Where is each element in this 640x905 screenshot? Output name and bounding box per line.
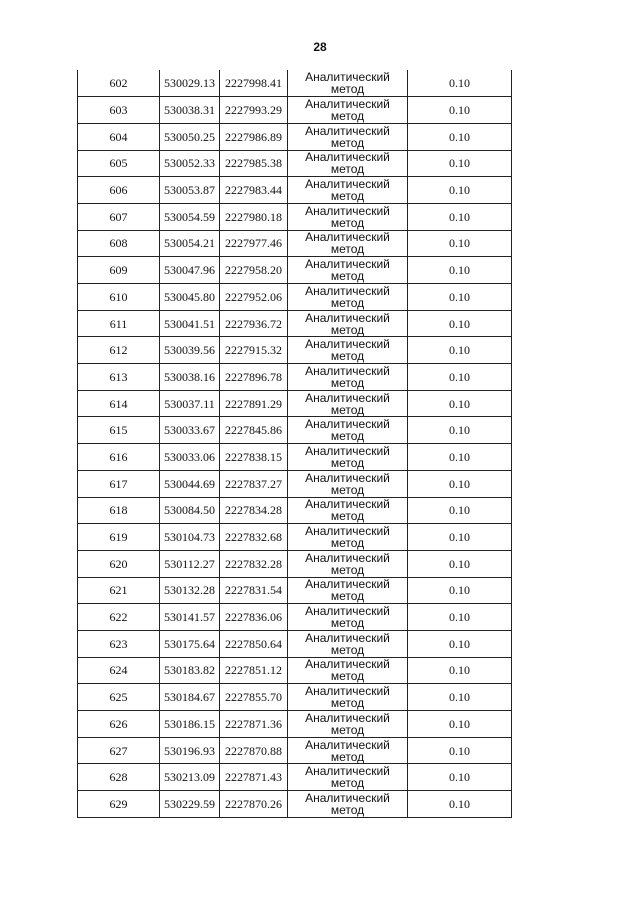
method-text-line1: Аналитический <box>305 257 390 272</box>
accuracy-cell: 0.10 <box>408 604 512 631</box>
table-row <box>78 497 512 524</box>
point-number-cell: 611 <box>78 310 160 337</box>
method-text-line2: метод <box>330 562 365 577</box>
x-coordinate-cell: 530037.11 <box>160 390 220 417</box>
accuracy-cell: 0.10 <box>408 711 512 738</box>
x-coordinate-cell: 530184.67 <box>160 684 220 711</box>
accuracy-cell: 0.10 <box>408 97 512 124</box>
point-number-cell: 607 <box>78 203 160 230</box>
x-coordinate-cell: 530029.13 <box>160 70 220 97</box>
table-row <box>78 470 512 497</box>
x-coordinate-cell: 530053.87 <box>160 177 220 204</box>
table-row <box>78 417 512 444</box>
point-number-cell: 626 <box>78 711 160 738</box>
accuracy-cell: 0.10 <box>408 550 512 577</box>
method-cell <box>288 550 408 577</box>
coordinates-table-body <box>78 70 512 817</box>
y-coordinate-cell: 2227985.38 <box>220 150 288 177</box>
table-row <box>78 337 512 364</box>
point-number-cell: 615 <box>78 417 160 444</box>
method-text-line1: Аналитический <box>305 230 390 245</box>
method-cell <box>288 444 408 471</box>
method-text-line2: метод <box>330 162 365 177</box>
accuracy-cell: 0.10 <box>408 257 512 284</box>
accuracy-cell: 0.10 <box>408 791 512 818</box>
method-cell <box>288 150 408 177</box>
point-number-cell: 628 <box>78 764 160 791</box>
x-coordinate-cell: 530054.59 <box>160 203 220 230</box>
method-text-line2: метод <box>330 322 365 337</box>
y-coordinate-cell: 2227845.86 <box>220 417 288 444</box>
method-cell <box>288 97 408 124</box>
point-number-cell: 621 <box>78 577 160 604</box>
x-coordinate-cell: 530112.27 <box>160 550 220 577</box>
y-coordinate-cell: 2227952.06 <box>220 284 288 311</box>
coordinates-table <box>77 70 512 818</box>
method-cell <box>288 764 408 791</box>
method-text-line1: Аналитический <box>305 203 390 218</box>
y-coordinate-cell: 2227871.43 <box>220 764 288 791</box>
x-coordinate-cell: 530141.57 <box>160 604 220 631</box>
y-coordinate-cell: 2227936.72 <box>220 310 288 337</box>
table-row <box>78 70 512 97</box>
y-coordinate-cell: 2227983.44 <box>220 177 288 204</box>
accuracy-cell: 0.10 <box>408 230 512 257</box>
method-cell <box>288 630 408 657</box>
x-coordinate-cell: 530047.96 <box>160 257 220 284</box>
table-row <box>78 630 512 657</box>
point-number-cell: 606 <box>78 177 160 204</box>
method-text-line2: метод <box>330 109 365 124</box>
y-coordinate-cell: 2227986.89 <box>220 123 288 150</box>
y-coordinate-cell: 2227850.64 <box>220 630 288 657</box>
x-coordinate-cell: 530033.67 <box>160 417 220 444</box>
method-cell <box>288 684 408 711</box>
x-coordinate-cell: 530038.31 <box>160 97 220 124</box>
x-coordinate-cell: 530033.06 <box>160 444 220 471</box>
method-text-line1: Аналитический <box>305 710 390 725</box>
method-text-line2: метод <box>330 429 365 444</box>
method-cell <box>288 417 408 444</box>
method-cell <box>288 791 408 818</box>
accuracy-cell: 0.10 <box>408 684 512 711</box>
method-cell <box>288 604 408 631</box>
table-row <box>78 97 512 124</box>
method-text-line1: Аналитический <box>305 97 390 112</box>
method-text-line1: Аналитический <box>305 684 390 699</box>
point-number-cell: 613 <box>78 364 160 391</box>
accuracy-cell: 0.10 <box>408 577 512 604</box>
y-coordinate-cell: 2227915.32 <box>220 337 288 364</box>
method-text-line1: Аналитический <box>305 470 390 485</box>
point-number-cell: 623 <box>78 630 160 657</box>
table-row <box>78 284 512 311</box>
table-row <box>78 177 512 204</box>
method-text-line1: Аналитический <box>305 363 390 378</box>
method-text-line1: Аналитический <box>305 177 390 192</box>
x-coordinate-cell: 530045.80 <box>160 284 220 311</box>
y-coordinate-cell: 2227891.29 <box>220 390 288 417</box>
method-text-line1: Аналитический <box>305 310 390 325</box>
point-number-cell: 614 <box>78 390 160 417</box>
method-cell <box>288 203 408 230</box>
method-text-line2: метод <box>330 509 365 524</box>
point-number-cell: 624 <box>78 657 160 684</box>
method-text-line2: метод <box>330 616 365 631</box>
accuracy-cell: 0.10 <box>408 657 512 684</box>
table-row <box>78 123 512 150</box>
method-text-line2: метод <box>330 722 365 737</box>
x-coordinate-cell: 530196.93 <box>160 737 220 764</box>
method-text-line2: метод <box>330 189 365 204</box>
method-cell <box>288 123 408 150</box>
method-text-line1: Аналитический <box>305 790 390 805</box>
point-number-cell: 603 <box>78 97 160 124</box>
y-coordinate-cell: 2227896.78 <box>220 364 288 391</box>
y-coordinate-cell: 2227998.41 <box>220 70 288 97</box>
method-cell <box>288 497 408 524</box>
method-cell <box>288 177 408 204</box>
method-text-line2: метод <box>330 295 365 310</box>
x-coordinate-cell: 530050.25 <box>160 123 220 150</box>
method-cell <box>288 711 408 738</box>
y-coordinate-cell: 2227870.88 <box>220 737 288 764</box>
method-text-line2: метод <box>330 589 365 604</box>
x-coordinate-cell: 530039.56 <box>160 337 220 364</box>
table-row <box>78 737 512 764</box>
y-coordinate-cell: 2227855.70 <box>220 684 288 711</box>
method-text-line2: метод <box>330 375 365 390</box>
y-coordinate-cell: 2227831.54 <box>220 577 288 604</box>
method-text-line1: Аналитический <box>305 283 390 298</box>
method-text-line1: Аналитический <box>305 123 390 138</box>
y-coordinate-cell: 2227832.68 <box>220 524 288 551</box>
table-row <box>78 604 512 631</box>
point-number-cell: 620 <box>78 550 160 577</box>
y-coordinate-cell: 2227832.28 <box>220 550 288 577</box>
method-text-line2: метод <box>330 776 365 791</box>
method-text-line1: Аналитический <box>305 443 390 458</box>
method-text-line1: Аналитический <box>305 604 390 619</box>
method-text-line2: метод <box>330 802 365 817</box>
method-text-line2: метод <box>330 455 365 470</box>
x-coordinate-cell: 530052.33 <box>160 150 220 177</box>
table-row <box>78 203 512 230</box>
point-number-cell: 627 <box>78 737 160 764</box>
method-text-line1: Аналитический <box>305 550 390 565</box>
accuracy-cell: 0.10 <box>408 310 512 337</box>
method-text-line1: Аналитический <box>305 70 390 85</box>
method-cell <box>288 364 408 391</box>
point-number-cell: 610 <box>78 284 160 311</box>
x-coordinate-cell: 530175.64 <box>160 630 220 657</box>
method-cell <box>288 257 408 284</box>
method-text-line2: метод <box>330 135 365 150</box>
method-text-line1: Аналитический <box>305 737 390 752</box>
x-coordinate-cell: 530104.73 <box>160 524 220 551</box>
x-coordinate-cell: 530044.69 <box>160 470 220 497</box>
method-cell <box>288 390 408 417</box>
x-coordinate-cell: 530054.21 <box>160 230 220 257</box>
method-text-line2: метод <box>330 242 365 257</box>
method-cell <box>288 524 408 551</box>
method-text-line1: Аналитический <box>305 764 390 779</box>
x-coordinate-cell: 530084.50 <box>160 497 220 524</box>
method-cell <box>288 337 408 364</box>
accuracy-cell: 0.10 <box>408 417 512 444</box>
point-number-cell: 617 <box>78 470 160 497</box>
x-coordinate-cell: 530183.82 <box>160 657 220 684</box>
accuracy-cell: 0.10 <box>408 177 512 204</box>
point-number-cell: 612 <box>78 337 160 364</box>
point-number-cell: 609 <box>78 257 160 284</box>
table-row <box>78 230 512 257</box>
method-text-line2: метод <box>330 669 365 684</box>
method-cell <box>288 470 408 497</box>
x-coordinate-cell: 530229.59 <box>160 791 220 818</box>
method-text-line1: Аналитический <box>305 497 390 512</box>
method-cell <box>288 737 408 764</box>
y-coordinate-cell: 2227958.20 <box>220 257 288 284</box>
method-text-line2: метод <box>330 536 365 551</box>
method-text-line2: метод <box>330 269 365 284</box>
accuracy-cell: 0.10 <box>408 444 512 471</box>
y-coordinate-cell: 2227977.46 <box>220 230 288 257</box>
method-cell <box>288 577 408 604</box>
method-cell <box>288 657 408 684</box>
y-coordinate-cell: 2227870.26 <box>220 791 288 818</box>
method-text-line2: метод <box>330 402 365 417</box>
point-number-cell: 608 <box>78 230 160 257</box>
point-number-cell: 618 <box>78 497 160 524</box>
x-coordinate-cell: 530186.15 <box>160 711 220 738</box>
method-text-line2: метод <box>330 349 365 364</box>
method-text-line2: метод <box>330 696 365 711</box>
method-text-line2: метод <box>330 482 365 497</box>
point-number-cell: 604 <box>78 123 160 150</box>
x-coordinate-cell: 530213.09 <box>160 764 220 791</box>
table-row <box>78 444 512 471</box>
point-number-cell: 602 <box>78 70 160 97</box>
accuracy-cell: 0.10 <box>408 390 512 417</box>
y-coordinate-cell: 2227871.36 <box>220 711 288 738</box>
accuracy-cell: 0.10 <box>408 70 512 97</box>
table-row <box>78 764 512 791</box>
table-row <box>78 364 512 391</box>
accuracy-cell: 0.10 <box>408 123 512 150</box>
accuracy-cell: 0.10 <box>408 737 512 764</box>
page-number: 28 <box>313 40 327 54</box>
table-row <box>78 550 512 577</box>
accuracy-cell: 0.10 <box>408 337 512 364</box>
table-row <box>78 657 512 684</box>
method-text-line2: метод <box>330 82 365 97</box>
method-text-line1: Аналитический <box>305 390 390 405</box>
table-row <box>78 684 512 711</box>
method-text-line1: Аналитический <box>305 337 390 352</box>
method-cell <box>288 230 408 257</box>
point-number-cell: 622 <box>78 604 160 631</box>
accuracy-cell: 0.10 <box>408 524 512 551</box>
accuracy-cell: 0.10 <box>408 203 512 230</box>
accuracy-cell: 0.10 <box>408 470 512 497</box>
y-coordinate-cell: 2227837.27 <box>220 470 288 497</box>
table-row <box>78 524 512 551</box>
y-coordinate-cell: 2227838.15 <box>220 444 288 471</box>
accuracy-cell: 0.10 <box>408 150 512 177</box>
x-coordinate-cell: 530038.16 <box>160 364 220 391</box>
method-text-line1: Аналитический <box>305 524 390 539</box>
point-number-cell: 619 <box>78 524 160 551</box>
table-row <box>78 577 512 604</box>
method-cell <box>288 310 408 337</box>
accuracy-cell: 0.10 <box>408 630 512 657</box>
table-row <box>78 150 512 177</box>
point-number-cell: 605 <box>78 150 160 177</box>
table-row <box>78 791 512 818</box>
point-number-cell: 629 <box>78 791 160 818</box>
x-coordinate-cell: 530132.28 <box>160 577 220 604</box>
method-text-line1: Аналитический <box>305 657 390 672</box>
y-coordinate-cell: 2227980.18 <box>220 203 288 230</box>
method-cell <box>288 70 408 97</box>
method-text-line1: Аналитический <box>305 417 390 432</box>
y-coordinate-cell: 2227851.12 <box>220 657 288 684</box>
method-cell <box>288 284 408 311</box>
table-row <box>78 257 512 284</box>
x-coordinate-cell: 530041.51 <box>160 310 220 337</box>
accuracy-cell: 0.10 <box>408 364 512 391</box>
y-coordinate-cell: 2227993.29 <box>220 97 288 124</box>
method-text-line2: метод <box>330 215 365 230</box>
y-coordinate-cell: 2227834.28 <box>220 497 288 524</box>
accuracy-cell: 0.10 <box>408 497 512 524</box>
table-row <box>78 310 512 337</box>
method-text-line2: метод <box>330 749 365 764</box>
method-text-line1: Аналитический <box>305 150 390 165</box>
accuracy-cell: 0.10 <box>408 284 512 311</box>
method-text-line1: Аналитический <box>305 630 390 645</box>
accuracy-cell: 0.10 <box>408 764 512 791</box>
table-row <box>78 711 512 738</box>
method-text-line2: метод <box>330 642 365 657</box>
point-number-cell: 625 <box>78 684 160 711</box>
table-row <box>78 390 512 417</box>
method-text-line1: Аналитический <box>305 577 390 592</box>
point-number-cell: 616 <box>78 444 160 471</box>
y-coordinate-cell: 2227836.06 <box>220 604 288 631</box>
